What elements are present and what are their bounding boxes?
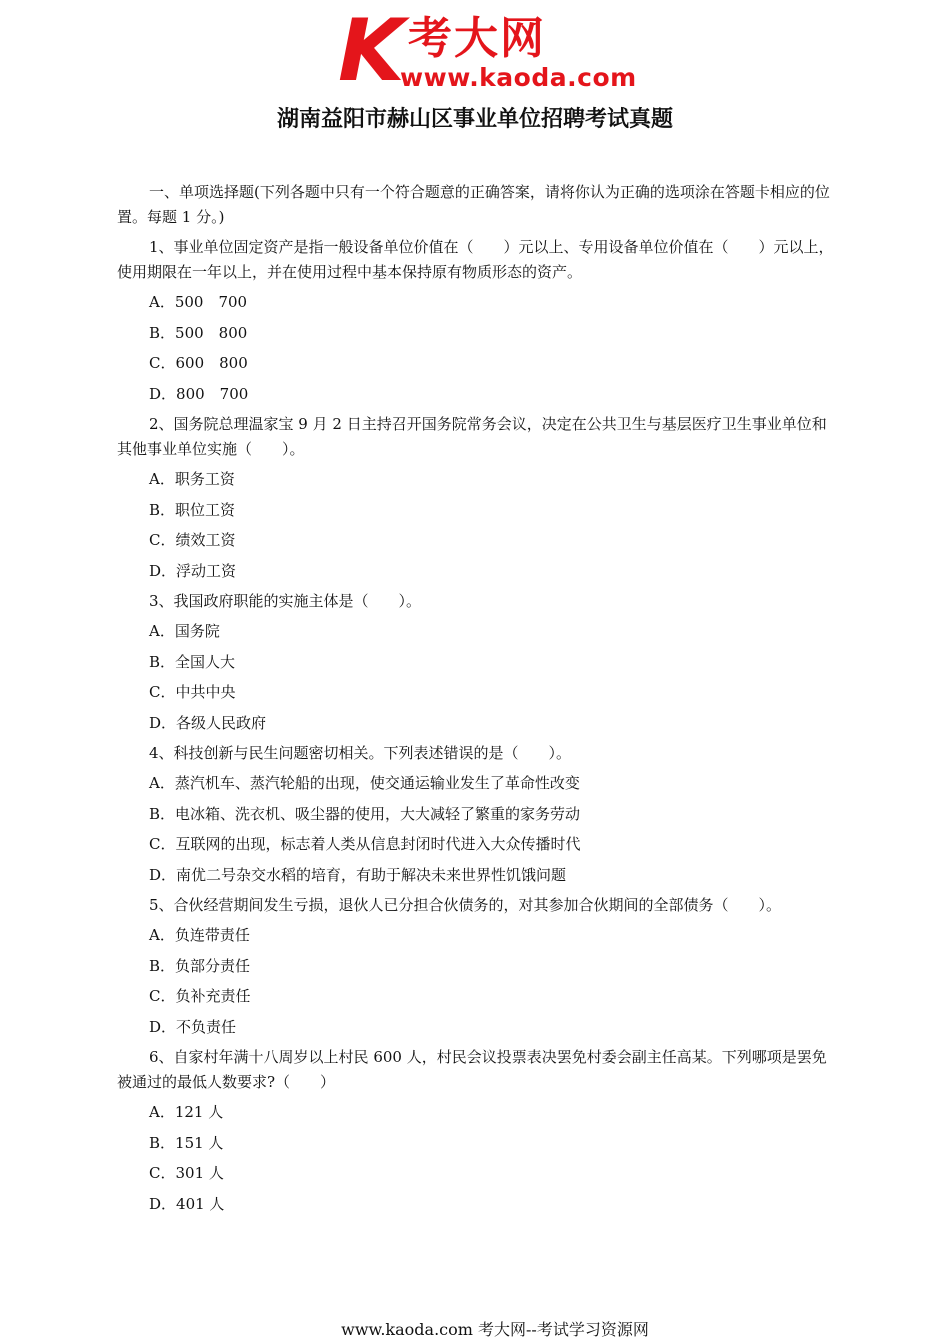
logo-url: www.kaoda.com (400, 63, 637, 92)
question-5: 5、合伙经营期间发生亏损，退伙人已分担合伙债务的，对其参加合伙期间的全部债务（ ）。 (149, 896, 782, 914)
question-1: 1、事业单位固定资产是指一般设备单位价值在（ ）元以上、专用设备单位价值在（ ）元以上，使用期限在一年以上，并在使用过程中基本保持原有物质形态的资产。 (117, 238, 834, 281)
logo-k-mark: K (338, 1, 399, 101)
q4-option-b: B．电冰箱、洗衣机、吸尘器的使用，大大减轻了繁重的家务劳动 (149, 804, 581, 823)
q1-option-a: A．500 700 (149, 293, 248, 311)
q3-option-c: C．中共中央 (149, 683, 236, 701)
q6-option-a: A．121 人 (149, 1103, 224, 1121)
q6-option-b: B．151 人 (149, 1133, 224, 1152)
question-3: 3、我国政府职能的实施主体是（ ）。 (149, 592, 422, 610)
q4-option-c: C．互联网的出现，标志着人类从信息封闭时代进入大众传播时代 (149, 835, 581, 853)
q1-option-b: B．500 800 (149, 323, 248, 342)
q4-option-a: A．蒸汽机车、蒸汽轮船的出现，使交通运输业发生了革命性改变 (149, 774, 580, 792)
kaoda-logo (338, 1, 658, 101)
question-6: 6、自家村年满十八周岁以上村民 600 人，村民会议投票表决罢免村委会副主任高某。下列哪项是罢免被通过的最低人数要求?（ ） (117, 1048, 827, 1091)
q5-option-b: B．负部分责任 (149, 956, 251, 975)
q3-option-d: D．各级人民政府 (149, 713, 267, 732)
q6-option-c: C．301 人 (149, 1164, 224, 1182)
q5-option-c: C．负补充责任 (149, 987, 251, 1005)
q5-option-a: A．负连带责任 (149, 926, 250, 944)
q5-option-d: D．不负责任 (149, 1017, 237, 1036)
q2-option-d: D．浮动工资 (149, 561, 237, 580)
q3-option-a: A．国务院 (149, 622, 220, 640)
question-2: 2、国务院总理温家宝 9 月 2 日主持召开国务院常务会议，决定在公共卫生与基层医疗卫生事业单位和其他事业单位实施（ ）。 (117, 415, 827, 458)
q6-option-d: D．401 人 (149, 1194, 225, 1213)
document-body (117, 180, 837, 1222)
q2-option-b: B．职位工资 (149, 500, 236, 519)
page-footer: www.kaoda.com 考大网--考试学习资源网 (341, 1320, 649, 1339)
q1-option-c: C．600 800 (149, 354, 248, 372)
q1-option-d: D．800 700 (149, 384, 249, 403)
q2-option-c: C．绩效工资 (149, 531, 236, 549)
question-4: 4、科技创新与民生问题密切相关。下列表述错误的是（ ）。 (149, 744, 572, 762)
q2-option-a: A．职务工资 (149, 470, 235, 488)
q3-option-b: B．全国人大 (149, 652, 236, 671)
logo-text: 考大网 (408, 13, 546, 64)
q4-option-d: D．南优二号杂交水稻的培育，有助于解决未来世界性饥饿问题 (149, 865, 567, 884)
page-title: 湖南益阳市赫山区事业单位招聘考试真题 (276, 107, 673, 132)
section-intro: 一、单项选择题(下列各题中只有一个符合题意的正确答案，请将你认为正确的选项涂在答题卡相应的位置。每题 1 分。) (117, 183, 830, 226)
